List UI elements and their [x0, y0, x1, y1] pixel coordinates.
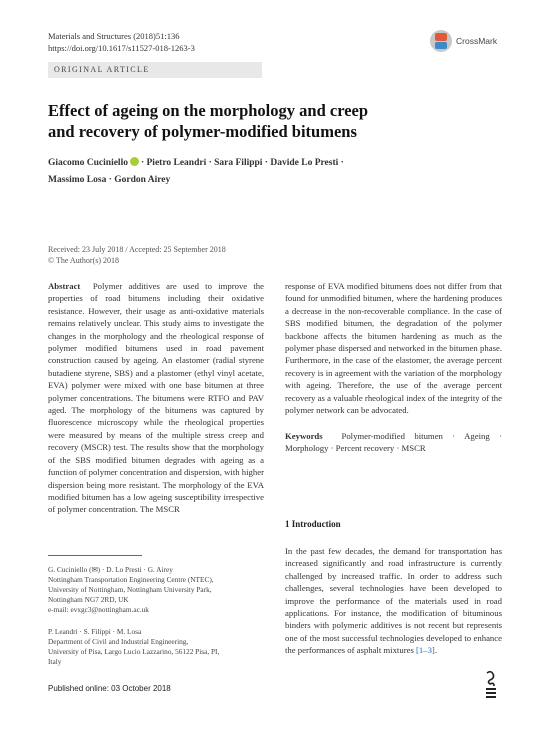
abstract-column-1 [48, 280, 264, 516]
crossmark-label: CrossMark [456, 36, 498, 46]
footnote-divider [48, 555, 142, 556]
affiliation-nottingham [48, 565, 264, 615]
affiliation-names: P. Leandri · S. Filippi · M. Losa [48, 627, 142, 636]
authors-line2: Massimo Losa · Gordon Airey [48, 175, 171, 185]
orcid-icon[interactable] [130, 157, 139, 166]
affiliation-country: Italy [48, 657, 62, 666]
article-type-banner: ORIGINAL ARTICLE [48, 62, 262, 78]
citation-link[interactable]: [1–3] [416, 645, 435, 656]
published-online: Published online: 03 October 2018 [48, 684, 171, 693]
received-accepted: Received: 23 July 2018 / Accepted: 25 September 2018 [48, 245, 226, 254]
journal-header [48, 30, 195, 54]
springer-logo-icon [484, 670, 498, 700]
affiliation-pisa [48, 627, 264, 667]
author-first[interactable]: Giacomo Cuciniello [48, 158, 128, 168]
journal-doi[interactable]: https://doi.org/10.1617/s11527-018-1263-3 [48, 43, 195, 53]
keywords-text: Polymer-modified bitumen · Ageing · Morphology · Percent recovery · MSCR [285, 431, 502, 454]
journal-citation: Materials and Structures (2018)51:136 [48, 31, 180, 41]
paper-title: Effect of ageing on the morphology and creep and recovery of polymer-modified bitumens [48, 101, 369, 141]
introduction-end: . [434, 645, 437, 656]
section-heading-introduction: 1 Introduction [285, 519, 341, 529]
authors-line1-rest: · Pietro Leandri · Sara Filippi · Davide Lo Presti · [140, 158, 344, 168]
introduction-text [285, 545, 502, 657]
affiliation-email[interactable]: e-mail: evxgc3@nottingham.ac.uk [48, 605, 149, 614]
affiliation-dept: Department of Civil and Industrial Engineering, [48, 637, 189, 646]
crossmark-link[interactable] [430, 30, 497, 52]
article-dates [48, 244, 226, 266]
author-list [48, 155, 388, 189]
keywords [285, 430, 502, 455]
affiliation-dept: Nottingham Transportation Engineering Centre (NTEC), [48, 575, 214, 584]
keywords-heading: Keywords [285, 431, 323, 441]
affiliation-univ: University of Pisa, Largo Lucio Lazzarino, 56122 Pisa, PI, [48, 647, 220, 656]
copyright-line: © The Author(s) 2018 [48, 256, 120, 265]
abstract-heading: Abstract [48, 281, 81, 291]
abstract-text-1: Polymer additives are used to improve the properties of road bitumens including their oxidative resistance. However, their usage as anti-oxidative materials remains relatively unclear. This study aims to investigate the changes in the morphology and the rheological response of polymer modified bitumens used in road pavement construction caused by ageing. An elastomer (radial styrene butadiene styrene, SBS) and a plastomer (ethyl vinyl acetate, EVA) polymer were mixed with one base bitumen at three polymer concentrations. The bitumens were RTFO and PAV aged. The morphology of the bitumens was captured by fluorescence microscopy while the rheological properties were measured by means of the multiple stress creep and recovery (MSCR) test. The results show that the morphology of the SBS modified bitumen degrades with ageing as a function of polymer concentration and dispersion, with higher dispersion being more resistant. The morphology of the EVA modified bitumen has a low ageing susceptibility irrespective of polymer concentration. The MSCR [48, 281, 265, 515]
abstract-column-2: response of EVA modified bitumens does not differ from that found for unmodified bitumen, where the hardening produces a decrease in the non-recoverable compliance. In the case of SBS modified bitumen, the degradation of the polymer backbone affects the bitumen hardening as much as the polymer phase dispersed and networked in the bitumen phase. Furthermore, in the case of the elastomer, the average percent recovery is in agreement with the variation of the morphology with ageing. Therefore, the use of the average percent recovery as a valuable rheological index of the integrity of the polymer network can be advocated. [285, 281, 502, 416]
affiliation-univ: University of Nottingham, Nottingham University Park, [48, 585, 212, 594]
crossmark-icon [430, 30, 452, 52]
affiliation-city: Nottingham NG7 2RD, UK [48, 595, 129, 604]
introduction-body: In the past few decades, the demand for transportation has increased significantly and road infrastructure is currently challenged by increased traffic. In order to address such challenges, several technologies have been developed to improve the performance of the materials used in road applications. For instance, the modification of bituminous binders with polymeric additives is not recent but represents one of the most successful technologies developed to enhance the performances of asphalt mixtures [285, 546, 502, 656]
affiliation-names: G. Cuciniello (✉) · D. Lo Presti · G. Airey [48, 565, 173, 574]
